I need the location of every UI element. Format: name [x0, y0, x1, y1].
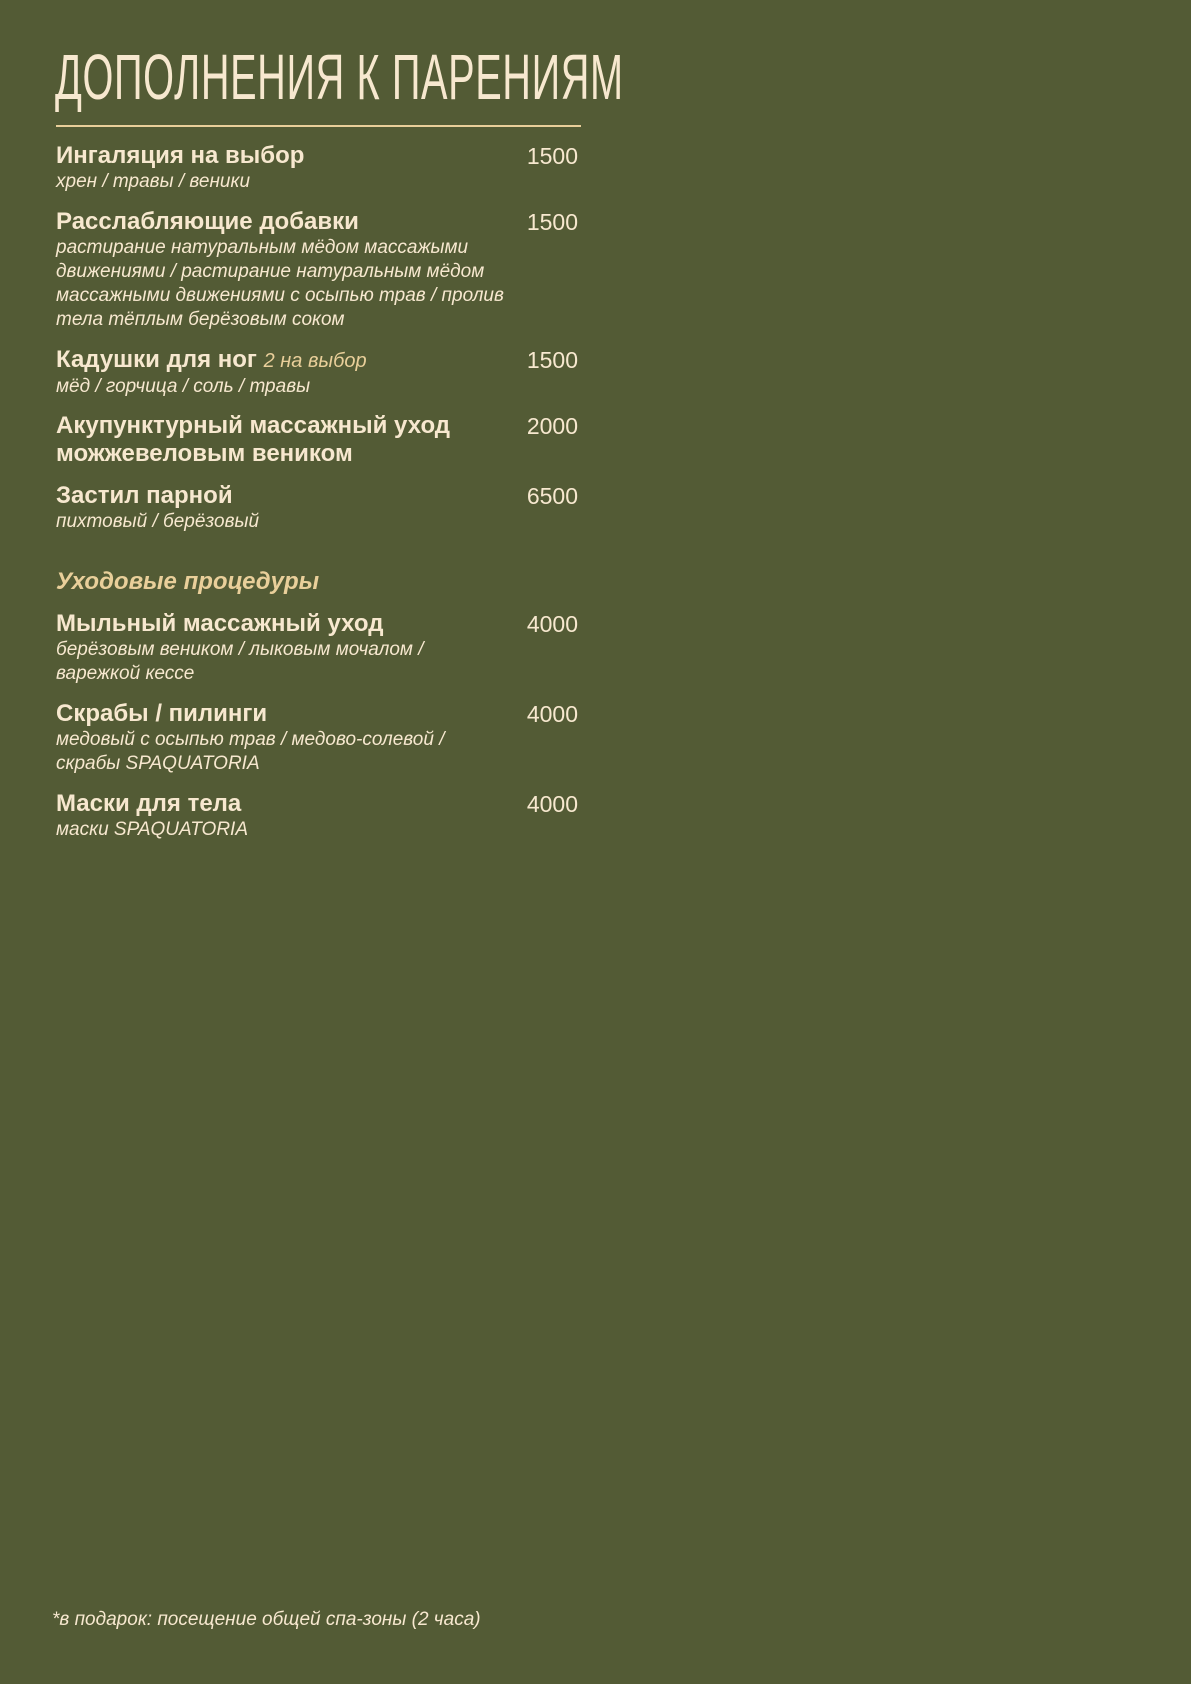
item-description: медовый с осыпью трав / медово-солевой / скрабы SPAQUATORIA: [56, 729, 445, 774]
item-name: Маски для тела: [56, 790, 242, 817]
item-price: 4000: [526, 791, 578, 817]
menu-item-soap-massage: [56, 610, 578, 686]
footnote: *в подарок: посещение общей спа-зоны (2 часа): [52, 1609, 481, 1630]
item-price: 6500: [526, 483, 578, 509]
page-title: ДОПОЛНЕНИЯ К ПАРЕНИЯМ: [55, 41, 624, 113]
menu-item-scrubs-peelings: [56, 700, 578, 776]
title-divider: [56, 125, 581, 127]
item-description: маски SPAQUATORIA: [56, 819, 248, 840]
item-name: Скрабы / пилинги: [56, 700, 268, 727]
item-name: Кадушки для ног: [56, 346, 257, 373]
item-price: 4000: [526, 701, 578, 727]
item-name-row: [56, 346, 578, 375]
item-price: 2000: [526, 413, 578, 439]
item-description: пихтовый / берёзовый: [56, 511, 260, 532]
menu-item-foot-tubs: [56, 346, 578, 399]
item-name: Ингаляция на выбор: [56, 142, 305, 169]
item-description: мёд / горчица / соль / травы: [56, 376, 311, 397]
item-description: растирание натуральным мёдом массажыми движениями / растирание натуральным мёдом массажными движениями с осыпью трав / пролив тела тёплым берёзовым соком: [56, 237, 504, 330]
menu-item-acupuncture-massage: [56, 412, 578, 468]
menu-item-inhalation: [56, 142, 578, 194]
item-description: берёзовым веником / лыковым мочалом / варежкой кессе: [56, 639, 424, 684]
item-price: 1500: [526, 209, 578, 235]
item-note: 2 на выбор: [263, 350, 367, 372]
item-name: Акупунктурный массажный уход можжевеловым веником: [56, 412, 451, 467]
menu-item-relaxing-additives: [56, 208, 578, 332]
item-price: 1500: [526, 347, 578, 373]
menu-item-steam-room-lining: [56, 482, 578, 534]
item-description: хрен / травы / веники: [56, 171, 251, 192]
item-price: 4000: [526, 611, 578, 637]
item-name: Мыльный массажный уход: [56, 610, 384, 637]
item-name: Застил парной: [56, 482, 233, 509]
section-heading: Уходовые процедуры: [56, 568, 320, 595]
item-price: 1500: [526, 143, 578, 169]
menu-item-body-masks: [56, 790, 578, 842]
item-name: Расслабляющие добавки: [56, 208, 359, 235]
